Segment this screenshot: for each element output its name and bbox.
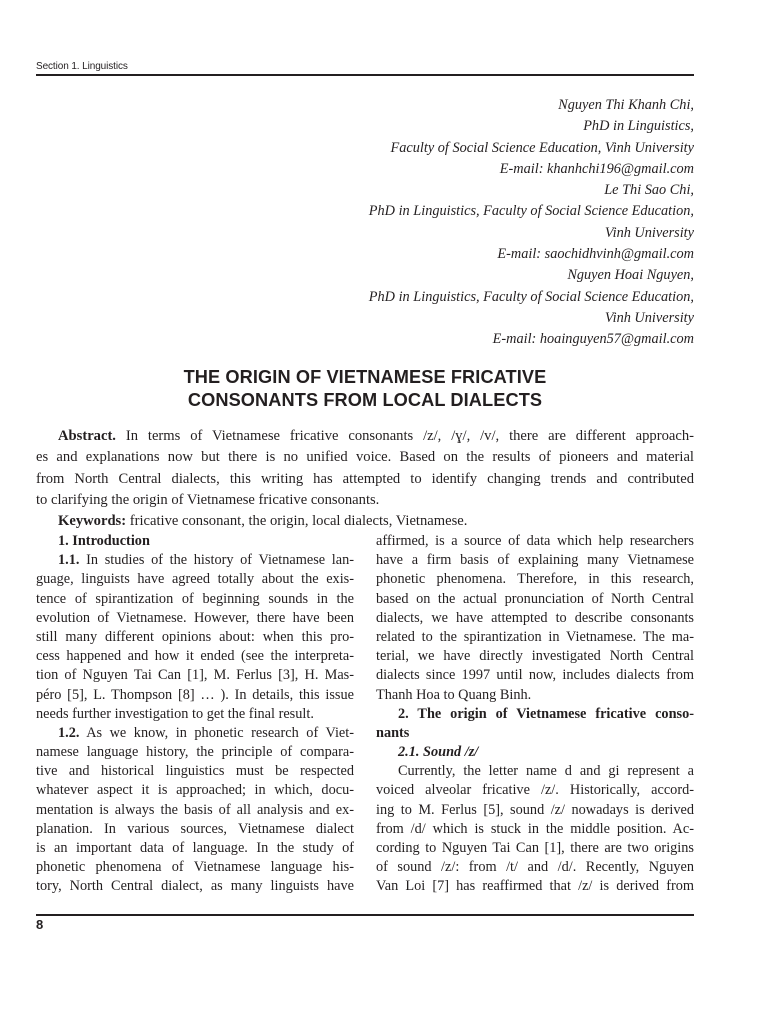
paragraph-line: tive and historical linguistics must be respected — [36, 763, 354, 780]
paragraph-line: is an important data of language. In the study of — [36, 840, 354, 856]
paragraph-line: of sound /z/: from /t/ and /d/. Recently, Nguyen — [376, 859, 694, 876]
abstract-label: Abstract. — [58, 428, 116, 444]
paragraph-line: phonetic phenomena. Therefore, in this research, — [376, 571, 694, 588]
author-3-affiliation: PhD in Linguistics, Faculty of Social Science Education, — [368, 288, 694, 305]
abstract — [36, 426, 694, 532]
paragraph-line — [36, 551, 354, 570]
paragraph-line: based on the actual pronunciation of North Central — [376, 590, 694, 607]
paragraph-line: tion of Nguyen Tai Can [1], M. Ferlus [3], H. Mas- — [36, 667, 354, 684]
paragraph-line: péro [5], L. Thompson [8] … ). In details, this issue — [36, 686, 354, 703]
right-column — [376, 532, 694, 897]
paragraph-number: 1.1. — [58, 552, 80, 569]
paragraph-line: planation. In various sources, Vietnamese dialect — [36, 820, 354, 837]
paragraph-line — [36, 724, 354, 743]
paragraph-line: dialects since 1997 until now, includes dialects from — [376, 667, 694, 684]
author-2-university: Vinh University — [604, 224, 694, 241]
paragraph-line: evolution of Vietnamese. However, there have been — [36, 609, 354, 626]
author-1-name: Nguyen Thi Khanh Chi, — [558, 97, 694, 113]
author-block — [369, 95, 694, 351]
paragraph-line: tory, North Central dialect, as many linguists have — [36, 878, 354, 895]
left-column — [36, 532, 354, 897]
paragraph-line: whatever aspect it is approached; in which, docu- — [36, 782, 354, 799]
paragraph-line: guage, linguists have agreed totally about the exis- — [36, 571, 354, 588]
paragraph-line: from /d/ which is stuck in the middle position. Ac- — [376, 820, 694, 837]
abstract-line: to clarifying the origin of Vietnamese fricative consonants. — [36, 491, 380, 508]
title-line: THE ORIGIN OF VIETNAMESE FRICATIVE — [183, 367, 547, 387]
section-heading-introduction: 1. Introduction — [58, 533, 150, 549]
paragraph-line: cess happened and how it ended (see the interpreta- — [36, 648, 354, 665]
paragraph-line: Currently, the letter name d and gi represent a — [398, 763, 694, 780]
paragraph-line: namese language history, the principle of compara- — [36, 744, 354, 761]
paragraph-line: Thanh Hoa to Quang Binh. — [376, 686, 532, 703]
author-1-email: E-mail: khanhchi196@gmail.com — [499, 160, 694, 177]
author-3-name: Nguyen Hoai Nguyen, — [567, 267, 694, 284]
keywords-text: fricative consonant, the origin, local dialects, Vietnamese. — [126, 513, 468, 530]
paragraph-line: terial, we have directly investigated North Central — [376, 648, 694, 665]
keywords-label: Keywords: — [58, 513, 127, 530]
paragraph-text: In studies of the history of Vietnamese lan- — [79, 552, 354, 569]
paper-title — [36, 366, 694, 412]
paragraph-line: still many different opinions about: when this pro- — [36, 628, 354, 645]
author-1-degree: PhD in Linguistics, — [583, 118, 694, 135]
paragraph-line: tence of spirantization of beginning sounds in the — [36, 590, 354, 607]
paragraph-text: As we know, in phonetic research of Viet- — [79, 724, 354, 741]
paragraph-line: cording to Nguyen Tai Can [1], there are two origins — [376, 840, 694, 856]
abstract-line: es and explanations now but there is no unified voice. Based on the results of pioneers and material — [36, 449, 694, 466]
running-head: Section 1. Linguistics — [36, 61, 128, 72]
header-rule — [36, 74, 694, 76]
paragraph-line: dialects, we have attempted to describe consonants — [376, 609, 694, 626]
page-number: 8 — [36, 917, 44, 932]
section-heading-origin: nants — [376, 724, 410, 741]
author-2-name: Le Thi Sao Chi, — [604, 182, 694, 199]
paragraph-line: voiced alveolar fricative /z/. Historically, accord- — [376, 782, 694, 799]
abstract-text: In terms of Vietnamese fricative consonants /z/, /ɣ/, /v/, there are different approach- — [115, 428, 694, 444]
author-2-email: E-mail: saochidhvinh@gmail.com — [497, 246, 694, 263]
paragraph-line: needs further investigation to get the final result. — [36, 705, 314, 722]
paragraph-number: 1.2. — [58, 724, 80, 741]
section-heading-origin: 2. The origin of Vietnamese fricative conso- — [398, 705, 694, 722]
paragraph-line: ing to M. Ferlus [5], sound /z/ nowadays is derived — [376, 801, 694, 818]
author-2-affiliation: PhD in Linguistics, Faculty of Social Science Education, — [368, 203, 694, 220]
author-3-email: E-mail: hoainguyen57@gmail.com — [492, 331, 694, 348]
paragraph-line: phonetic phenomena of Vietnamese language his- — [36, 859, 354, 876]
paragraph-line: related to the spirantization in Vietnamese. The ma- — [376, 628, 694, 645]
keywords-line — [36, 511, 694, 532]
author-1-affiliation: Faculty of Social Science Education, Vinh University — [390, 139, 694, 156]
footer-rule — [36, 914, 694, 916]
author-3-university: Vinh University — [604, 309, 694, 326]
paragraph-line: affirmed, is a source of data which help researchers — [376, 533, 694, 549]
title-line: CONSONANTS FROM LOCAL DIALECTS — [187, 390, 543, 410]
abstract-line — [36, 426, 694, 447]
paragraph-line: Van Loi [7] has reaffirmed that /z/ is derived from — [376, 878, 694, 895]
paragraph-line: have a firm basis of explaining many Vietnamese — [376, 552, 694, 569]
paragraph-line: mentation is always the basis of all analysis and ex- — [36, 801, 354, 818]
subsection-heading-sound-z: 2.1. Sound /z/ — [398, 744, 479, 761]
abstract-line: from North Central dialects, this writing has attempted to identify changing trends and contributed — [36, 470, 694, 487]
